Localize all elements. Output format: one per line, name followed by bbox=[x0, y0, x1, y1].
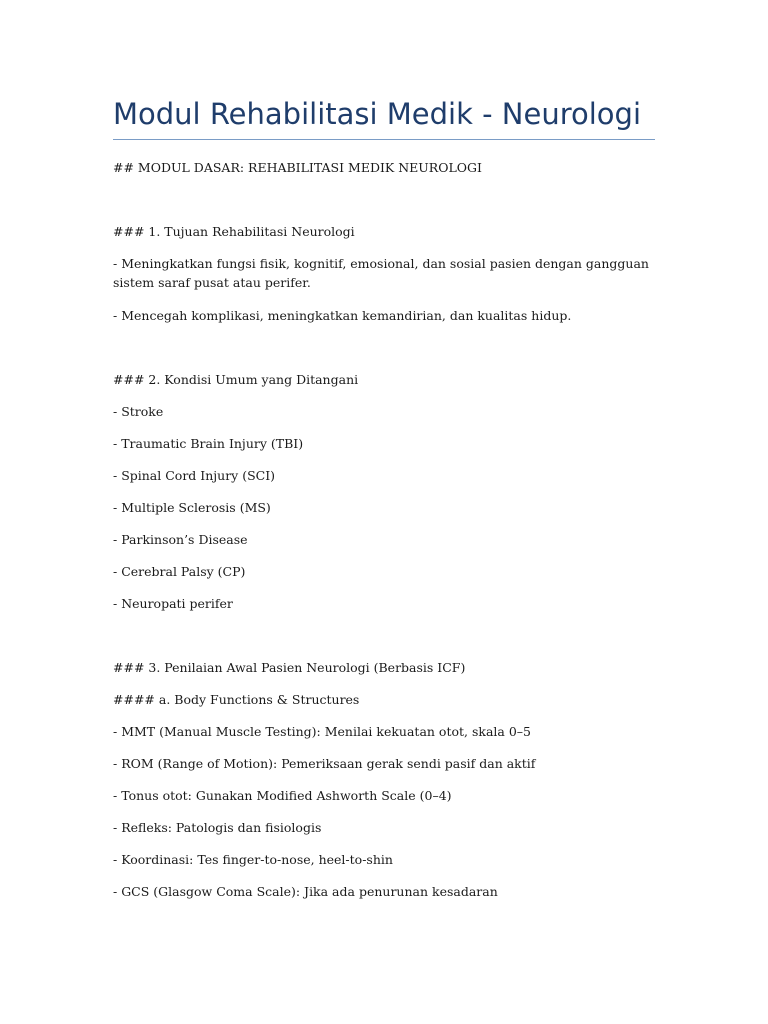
list-item: - Spinal Cord Injury (SCI) bbox=[113, 468, 276, 483]
section-heading-2: ### 2. Kondisi Umum yang Ditangani bbox=[113, 372, 359, 387]
list-item: - Parkinson’s Disease bbox=[113, 532, 248, 547]
module-heading: ## MODUL DASAR: REHABILITASI MEDIK NEUROLOGI bbox=[113, 160, 482, 175]
list-item: - Koordinasi: Tes finger-to-nose, heel-to-shin bbox=[113, 852, 393, 867]
list-item: - Meningkatkan fungsi fisik, kognitif, emosional, dan sosial pasien dengan gangguan sistem saraf pusat atau perifer. bbox=[113, 256, 649, 290]
list-item: - Cerebral Palsy (CP) bbox=[113, 564, 246, 579]
list-item: - Stroke bbox=[113, 404, 164, 419]
section-heading-3: ### 3. Penilaian Awal Pasien Neurologi (Berbasis ICF) bbox=[113, 660, 466, 675]
subsection-heading: #### a. Body Functions & Structures bbox=[113, 692, 360, 707]
list-item: - MMT (Manual Muscle Testing): Menilai kekuatan otot, skala 0–5 bbox=[113, 724, 531, 739]
list-item: - Neuropati perifer bbox=[113, 596, 233, 611]
list-item: - ROM (Range of Motion): Pemeriksaan gerak sendi pasif dan aktif bbox=[113, 756, 536, 771]
document-title: Modul Rehabilitasi Medik - Neurologi bbox=[113, 97, 642, 131]
list-item: - Tonus otot: Gunakan Modified Ashworth Scale (0–4) bbox=[113, 788, 452, 803]
list-item: - GCS (Glasgow Coma Scale): Jika ada penurunan kesadaran bbox=[113, 884, 498, 899]
list-item: - Traumatic Brain Injury (TBI) bbox=[113, 436, 304, 451]
title-divider bbox=[113, 139, 655, 140]
list-item: - Mencegah komplikasi, meningkatkan kemandirian, dan kualitas hidup. bbox=[113, 308, 572, 323]
section-heading-1: ### 1. Tujuan Rehabilitasi Neurologi bbox=[113, 224, 355, 239]
list-item: - Refleks: Patologis dan fisiologis bbox=[113, 820, 322, 835]
list-item: - Multiple Sclerosis (MS) bbox=[113, 500, 271, 515]
